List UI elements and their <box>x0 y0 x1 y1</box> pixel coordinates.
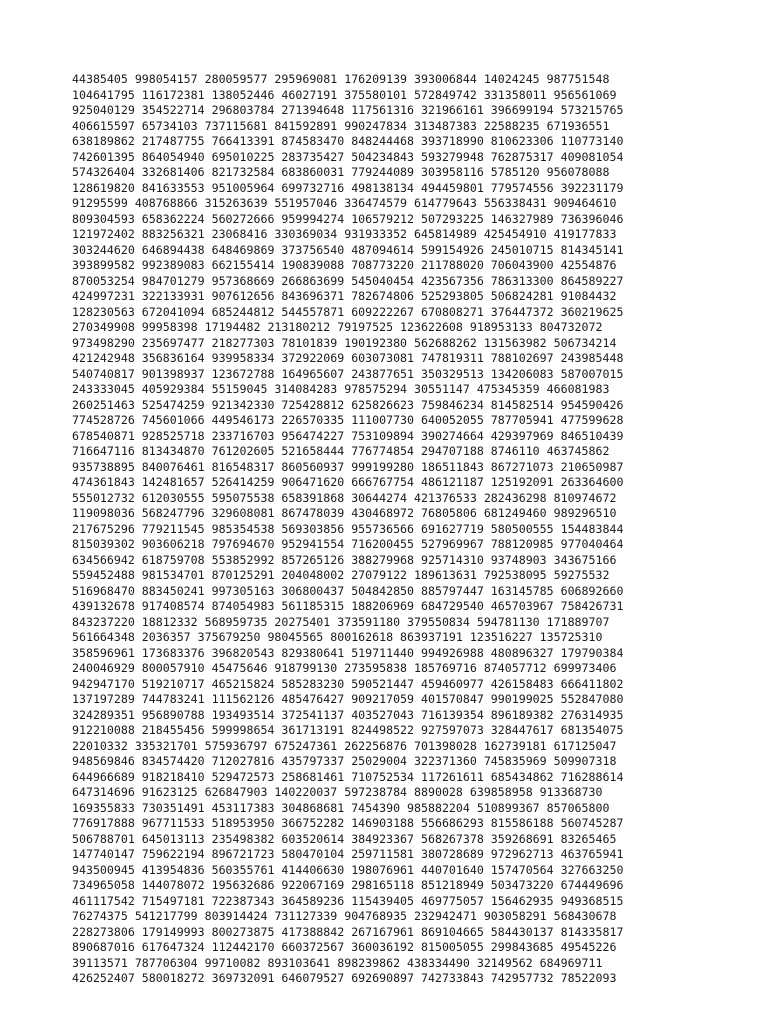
number-line: 774528726 745601066 449546173 226570335 111007730 640052055 787705941 477599628 <box>72 413 624 427</box>
number-line: 426252407 580018272 369732091 646079527 692690897 742733843 742957732 78522093 <box>72 971 617 985</box>
number-line: 393899582 992389083 662155414 190839088 708773220 211788020 706043900 42554876 <box>72 258 617 272</box>
number-line: 742601395 864054940 695010225 283735427 504234843 593279948 762875317 409081054 <box>72 149 624 164</box>
number-line: 121972402 883256321 23068416 330369034 931933352 645814989 425454910 419177833 <box>72 227 617 241</box>
number-line: 44385405 998054157 280059577 295969081 176209139 393006844 14024245 987751548 <box>72 72 610 86</box>
number-line: 228273806 179149993 800273875 417388842 267167961 869104665 584430137 814335817 <box>72 924 624 939</box>
number-line: 506788701 645013113 235498382 603520614 384923367 568267378 359268691 83265465 <box>72 831 617 846</box>
number-line: 948569846 834574420 712027816 435797337 25029004 322371360 745835969 509907318 <box>72 754 617 768</box>
number-line: 943500945 413954836 560355761 414406630 198076961 440701640 157470564 327663250 <box>72 862 624 877</box>
number-line: 912210088 218455456 599998654 361713191 824498522 927597073 328447617 681354075 <box>72 723 624 737</box>
number-line: 815039302 903606218 797694670 952941554 716200455 527969967 788120985 977040464 <box>72 537 624 551</box>
number-line: 843237220 18812332 568959735 20275401 373591180 379550834 594781130 171889707 <box>72 614 610 629</box>
number-text-block <box>72 72 623 987</box>
number-line: 243333045 405929384 55159045 314084283 978575294 30551147 475345359 466081983 <box>72 382 610 396</box>
number-line: 634566942 618759708 553852992 857265126 388279968 925714310 93748903 343675166 <box>72 552 617 567</box>
number-line: 561664348 2036357 375679250 98045565 800162618 863937191 123516227 135725310 <box>72 630 603 644</box>
number-line: 406615597 65734103 737115681 841592891 990247834 313487383 22588235 671936551 <box>72 118 610 133</box>
number-line: 217675296 779211545 985354538 569303856 955736566 691627719 580500555 154483844 <box>72 521 624 536</box>
number-line: 973498290 235697477 218277303 78101839 190192380 562688262 131563982 506734214 <box>72 335 617 350</box>
number-line: 559452488 981534701 870125291 204048002 27079122 189613631 792538095 59275532 <box>72 568 610 582</box>
number-line: 439132678 917408574 874054983 561185315 188206969 684729540 465703967 758426731 <box>72 599 624 613</box>
number-line: 474361843 142481657 526414259 906471620 666767754 486121187 125192091 263364600 <box>72 475 624 489</box>
number-line: 942947170 519210717 465215824 585283230 590521447 459460977 426158483 666411802 <box>72 676 624 691</box>
number-line: 39113571 787706304 99710082 893103641 898239862 438334490 32149562 684969711 <box>72 955 603 970</box>
number-line: 91295599 408768866 315263639 551957046 336474579 614779643 556338431 909464610 <box>72 196 617 210</box>
number-line: 169355833 730351491 453117383 304868681 7454390 985882204 510899367 857065800 <box>72 800 610 815</box>
number-line: 461117542 715497181 722387343 364589236 115439405 469775057 156462935 949368515 <box>72 893 624 908</box>
number-line: 270349908 99958398 17194482 213180212 79197525 123622608 918953133 804732072 <box>72 320 603 334</box>
number-line: 128619820 841633553 951005964 699732716 498138134 494459801 779574556 392231179 <box>72 180 624 195</box>
number-line: 358596961 173683376 396820543 829380641 519711440 994926988 480896327 179790384 <box>72 645 624 660</box>
number-line: 147740147 759622194 896721723 580470104 259711581 380728689 972962713 463765941 <box>72 847 624 861</box>
number-line: 734965058 144078072 195632686 922067169 298165118 851218949 503473220 674449696 <box>72 878 624 892</box>
number-line: 644966689 918218410 529472573 258681461 710752534 117261611 685434862 716288614 <box>72 769 624 784</box>
number-line: 555012732 612030555 595075538 658391868 30644274 421376533 282436298 810974672 <box>72 490 617 505</box>
number-line: 638189862 217487755 766413391 874583470 848244468 393718990 810623306 110773140 <box>72 134 624 148</box>
number-line: 104641795 116172381 138052446 46027191 375580101 572849742 331358011 956561069 <box>72 87 617 102</box>
number-line: 935738895 840076461 816548317 860560937 999199280 186511843 867271073 210650987 <box>72 459 624 474</box>
number-line: 574326404 332681406 821732584 683860031 779244089 303958116 5785120 956078088 <box>72 165 610 179</box>
number-line: 128230563 672041094 685244812 544557871 609222267 670808271 376447372 360219625 <box>72 304 624 319</box>
number-line: 421242948 356836164 939958334 372922069 603073081 747819311 788102697 243985448 <box>72 351 624 365</box>
number-line: 678540871 928525718 233716703 956474227 753109894 390274664 429397969 846510439 <box>72 428 624 443</box>
number-line: 324289351 956890788 193493514 372541137 403527043 716139354 896189382 276314935 <box>72 707 624 722</box>
number-line: 303244620 646894438 648469869 373756540 487094614 599154926 245010715 814345141 <box>72 242 624 257</box>
number-line: 76274375 541217799 803914424 731127339 904768935 232942471 903058291 568430678 <box>72 909 617 923</box>
number-line: 137197289 744783241 111562126 485476427 909217059 401570847 990199025 552847080 <box>72 692 624 706</box>
number-line: 22010332 335321701 575936797 675247361 262256876 701398028 162739181 617125047 <box>72 738 617 753</box>
number-line: 870053254 984701279 957368669 266863699 545040454 423567356 786313300 864589227 <box>72 273 624 288</box>
number-line: 716647116 813434870 761202605 521658444 776774854 294707188 8746110 463745862 <box>72 444 610 458</box>
number-line: 119098036 568247796 329608081 867478039 430468972 76805806 681249460 989296510 <box>72 506 617 520</box>
number-line: 540740817 901398937 123672788 164965607 243877651 350329513 134206083 587007015 <box>72 366 624 381</box>
number-line: 424997231 322133931 907612656 843696371 782674806 525293805 506824281 91084432 <box>72 289 617 303</box>
number-line: 890687016 617647324 112442170 660372567 360036192 815005055 299843685 49545226 <box>72 940 617 954</box>
number-line: 260251463 525474259 921342330 725428812 625826623 759846234 814582514 954590426 <box>72 397 624 412</box>
number-line: 647314696 91623125 626847903 140220037 597238784 8890028 639858958 913368730 <box>72 785 603 799</box>
number-line: 516968470 883450241 997305163 306800437 504842850 885797447 163145785 606892660 <box>72 583 624 598</box>
number-line: 776917888 967711533 518953950 366752282 146903188 556686293 815586188 560745287 <box>72 816 624 830</box>
number-line: 925040129 354522714 296803784 271394648 117561316 321966161 396699194 573215765 <box>72 103 624 117</box>
number-line: 809304593 658362224 560272666 959994274 106579212 507293225 146327989 736396046 <box>72 211 624 226</box>
number-line: 240046929 800057910 45475646 918799130 273595838 185769716 874057712 699973406 <box>72 661 617 675</box>
